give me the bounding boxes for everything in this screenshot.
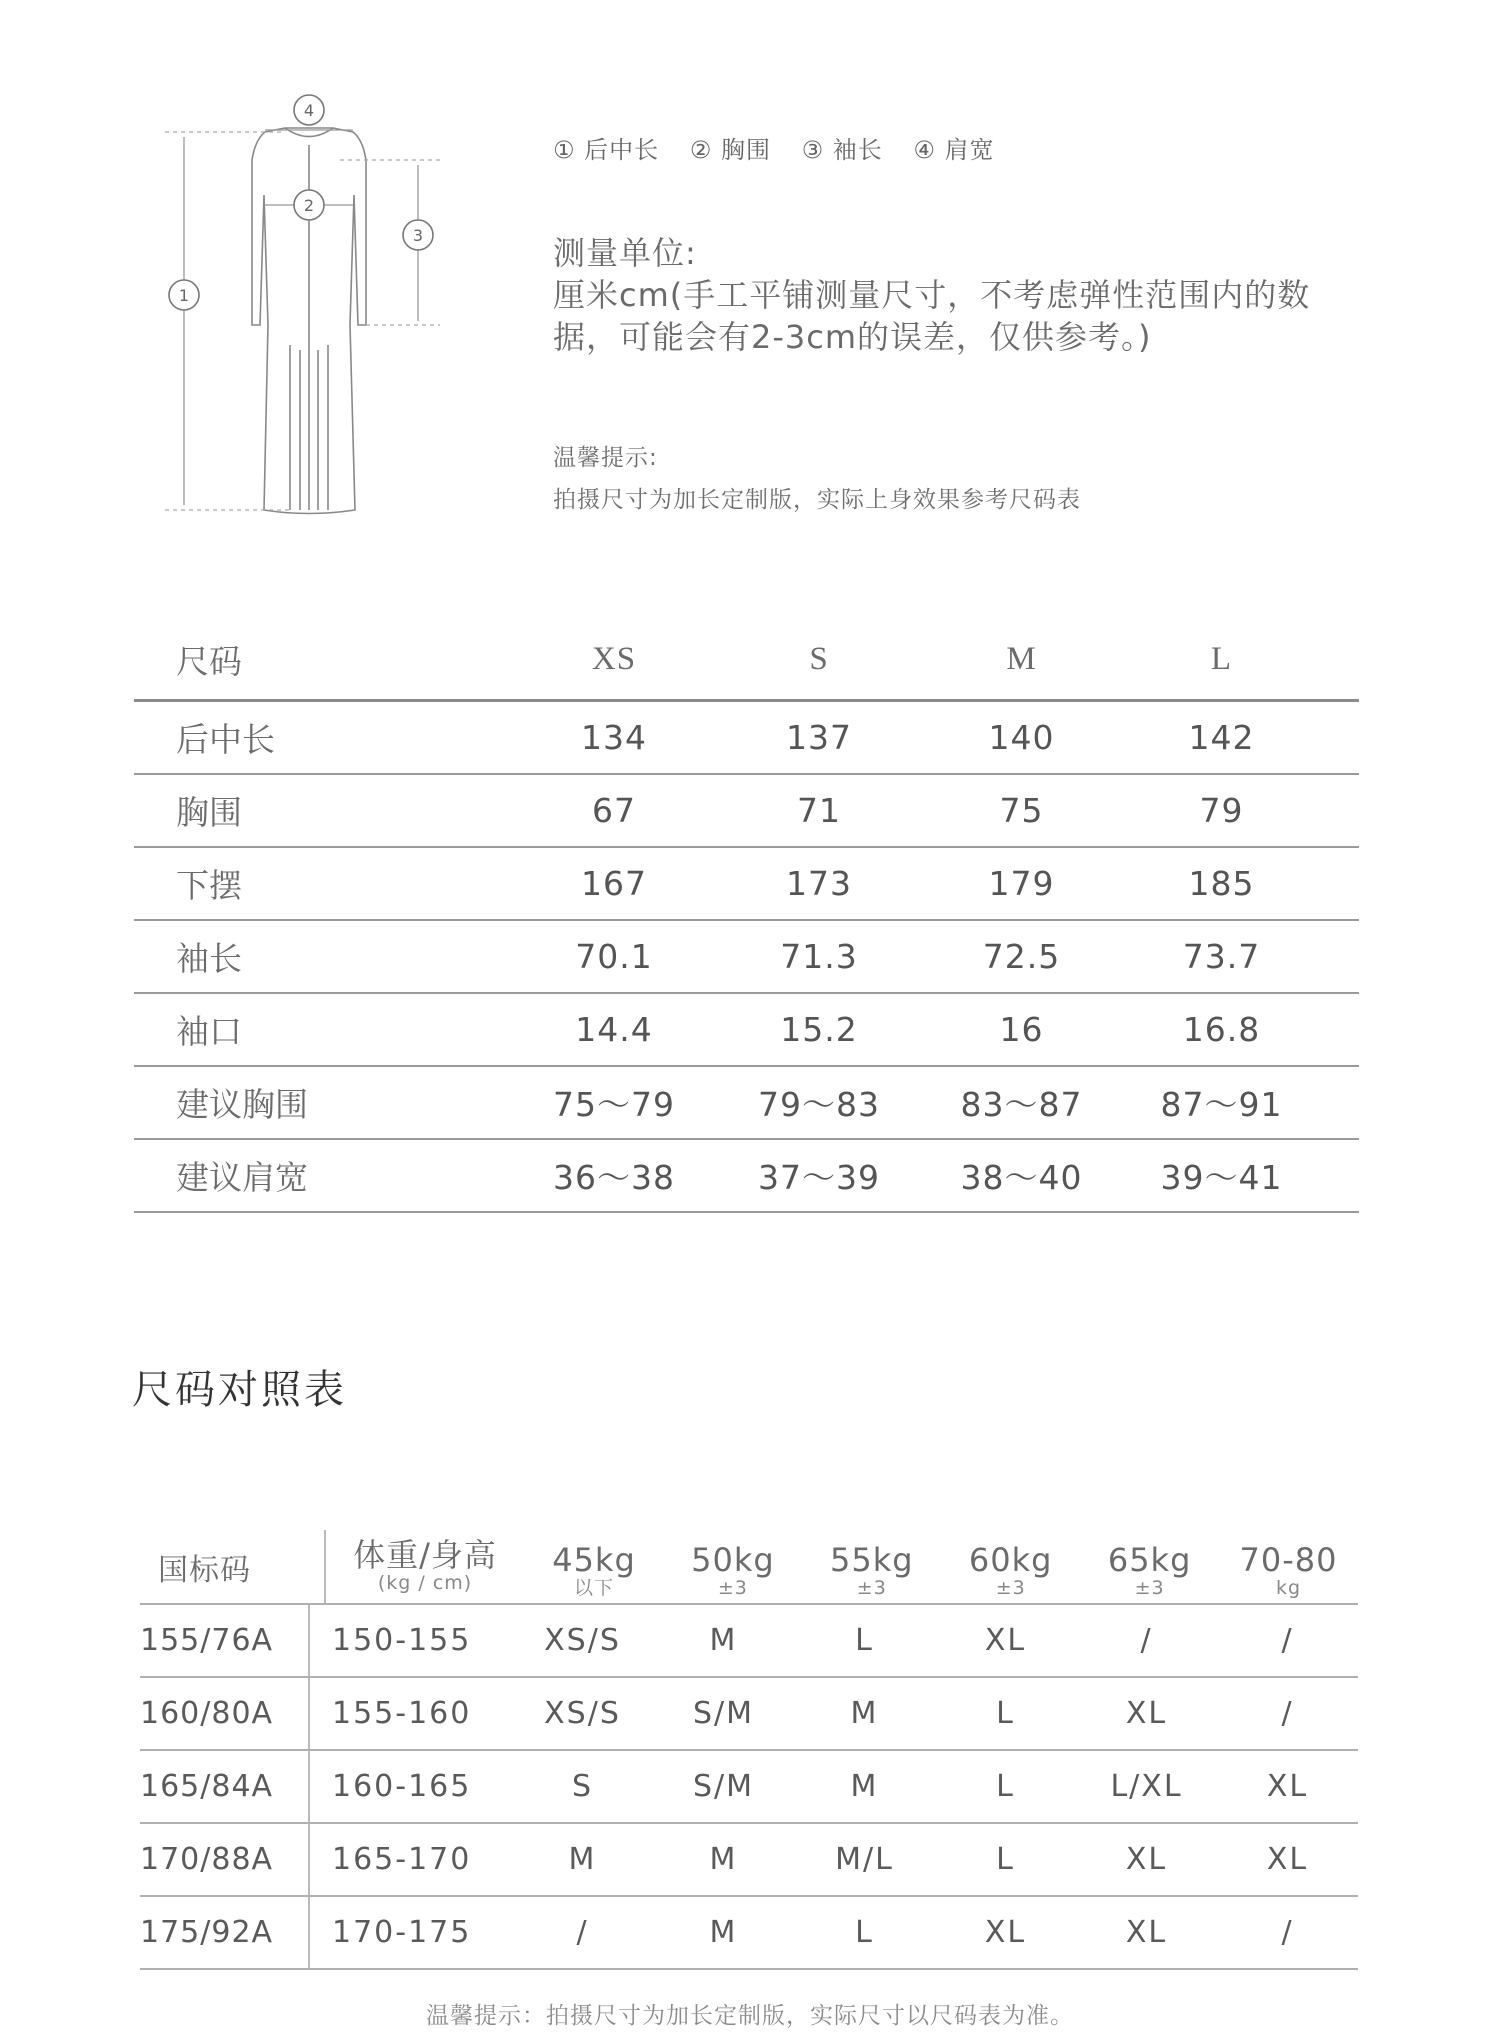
table-row: [134, 1067, 1359, 1140]
header-main: 45kg: [552, 1541, 636, 1579]
header-cell: [1219, 1543, 1358, 1603]
table-cell: 160-165: [308, 1751, 512, 1822]
header-sub: ±3: [856, 1577, 887, 1599]
header-cell: M: [1006, 640, 1037, 677]
table-cell: M: [709, 1915, 738, 1950]
tip-note: [553, 437, 1081, 521]
table-cell: 39～41: [1160, 1158, 1283, 1197]
table-cell: 87～91: [1160, 1085, 1283, 1124]
table-cell: 36～38: [553, 1158, 675, 1197]
table-row: [134, 702, 1359, 775]
header-cell: S: [809, 640, 829, 677]
table-row: [140, 1678, 1358, 1751]
table-cell: 75～79: [553, 1085, 675, 1124]
table-cell: 179: [988, 864, 1055, 903]
header-sub: ±3: [717, 1577, 748, 1599]
row-label: 建议肩宽: [176, 1158, 308, 1197]
header-cell: XS: [591, 640, 637, 677]
table-cell: 83～87: [960, 1085, 1083, 1124]
row-label: 下摆: [176, 866, 242, 905]
svg-text:4: 4: [303, 101, 315, 120]
measurement-legend: [553, 130, 1017, 165]
table-cell: 140: [988, 718, 1055, 757]
table-row: [134, 775, 1359, 848]
legend-item: ④ 肩宽: [913, 136, 995, 164]
table-row: [134, 994, 1359, 1067]
section-title: 尺码对照表: [132, 1367, 347, 1413]
table-cell: /: [1281, 1696, 1294, 1731]
header-main: 70-80: [1239, 1541, 1338, 1579]
table-cell: 73.7: [1182, 937, 1261, 976]
table-cell: 70.1: [575, 937, 653, 976]
dress-outline-icon: [140, 85, 460, 525]
header-main: 50kg: [691, 1541, 775, 1579]
table-cell: L/XL: [1110, 1769, 1183, 1804]
legend-item: ① 后中长: [553, 136, 660, 164]
header-sub: ±3: [995, 1577, 1026, 1599]
table-cell: 75: [999, 791, 1044, 830]
table-cell: 185: [1188, 864, 1255, 903]
table-cell: 155-160: [308, 1678, 512, 1749]
table-row: [140, 1751, 1358, 1824]
row-label: 建议胸围: [176, 1085, 308, 1124]
table-cell: 160/80A: [140, 1696, 274, 1731]
table-cell: M: [709, 1842, 738, 1877]
header-main: 65kg: [1107, 1541, 1192, 1579]
table-cell: M: [850, 1769, 879, 1804]
table-cell: L: [855, 1915, 874, 1950]
table-cell: XL: [1125, 1915, 1168, 1950]
row-label: 袖口: [176, 1012, 242, 1051]
header-cell: [941, 1543, 1080, 1603]
table-cell: L: [996, 1842, 1015, 1877]
dress-measurement-diagram: [140, 85, 460, 525]
size-table-header: [134, 619, 1359, 702]
svg-text:3: 3: [412, 226, 424, 245]
table-cell: L: [996, 1696, 1015, 1731]
table-cell: 72.5: [982, 937, 1061, 976]
svg-text:2: 2: [303, 196, 315, 215]
table-row: [140, 1897, 1358, 1970]
table-cell: XL: [1266, 1842, 1309, 1877]
table-cell: 134: [581, 718, 647, 757]
table-cell: 175/92A: [140, 1915, 274, 1950]
footnote: 温馨提示：拍摄尺寸为加长定制版，实际尺寸以尺码表为准。: [426, 2003, 1074, 2029]
table-cell: XL: [1125, 1842, 1168, 1877]
table-cell: M: [568, 1842, 597, 1877]
unit-text: 厘米cm(手工平铺测量尺寸，不考虑弹性范围内的数据，可能会有2-3cm的误差，仅供参考。): [553, 276, 1311, 356]
table-cell: 173: [786, 864, 852, 903]
table-cell: M: [709, 1623, 738, 1658]
table-cell: XS/S: [544, 1696, 621, 1731]
table-cell: M: [850, 1696, 879, 1731]
table-cell: 165-170: [308, 1824, 512, 1895]
table-cell: /: [1281, 1915, 1294, 1950]
header-sub: ±3: [1134, 1577, 1165, 1599]
header-cell: [324, 1530, 525, 1603]
header-main: 55kg: [830, 1541, 914, 1579]
table-cell: 67: [592, 791, 636, 830]
table-cell: 16.8: [1182, 1010, 1261, 1049]
table-cell: S/M: [692, 1696, 755, 1731]
header-cell: [525, 1543, 664, 1603]
legend-item: ③ 袖长: [801, 136, 883, 164]
table-cell: 170-175: [308, 1897, 512, 1968]
table-cell: /: [1140, 1623, 1153, 1658]
svg-text:1: 1: [178, 286, 190, 305]
table-cell: 16: [999, 1010, 1044, 1049]
table-cell: XS/S: [544, 1623, 621, 1658]
table-cell: 165/84A: [140, 1769, 274, 1804]
table-cell: 155/76A: [140, 1623, 274, 1658]
table-cell: L: [855, 1623, 874, 1658]
table-cell: M/L: [835, 1842, 894, 1877]
header-cell: [1080, 1543, 1219, 1603]
table-cell: 170/88A: [140, 1842, 274, 1877]
table-row: [134, 921, 1359, 994]
table-cell: 71: [797, 791, 841, 830]
table-cell: /: [1281, 1623, 1294, 1658]
header-main: 体重/身高: [353, 1536, 497, 1574]
table-cell: XL: [984, 1623, 1027, 1658]
conversion-header: [140, 1530, 1358, 1605]
header-sub: (kg / cm): [377, 1572, 473, 1594]
table-cell: 37～39: [758, 1158, 880, 1197]
table-cell: /: [576, 1915, 589, 1950]
table-cell: 79: [1199, 791, 1244, 830]
table-cell: XL: [984, 1915, 1027, 1950]
table-cell: 71.3: [780, 937, 858, 976]
header-sub: 以下: [573, 1577, 614, 1599]
table-row: [134, 848, 1359, 921]
table-row: [134, 1140, 1359, 1213]
table-cell: 38～40: [960, 1158, 1083, 1197]
row-label: 袖长: [176, 939, 242, 978]
table-cell: XL: [1266, 1769, 1309, 1804]
header-cell: [663, 1543, 802, 1603]
header-cell: [802, 1543, 941, 1603]
header-cell: 国标码: [158, 1552, 251, 1588]
row-label: 后中长: [176, 720, 275, 759]
table-cell: 79～83: [758, 1085, 880, 1124]
table-cell: 150-155: [308, 1605, 512, 1676]
header-cell: 尺码: [176, 641, 242, 681]
table-cell: 167: [581, 864, 647, 903]
tip-text: 拍摄尺寸为加长定制版，实际上身效果参考尺码表: [553, 487, 1081, 513]
table-cell: 14.4: [575, 1010, 653, 1049]
table-row: [140, 1824, 1358, 1897]
row-label: 胸围: [176, 793, 242, 832]
measurement-unit-note: [553, 232, 1353, 358]
header-main: 60kg: [968, 1541, 1053, 1579]
legend-item: ② 胸围: [689, 136, 771, 164]
unit-title: 测量单位:: [553, 234, 697, 272]
size-conversion-table: [140, 1530, 1358, 1970]
table-cell: S/M: [692, 1769, 755, 1804]
table-row: [140, 1605, 1358, 1678]
table-cell: 142: [1188, 718, 1255, 757]
header-cell: L: [1210, 640, 1233, 677]
size-table: [134, 619, 1359, 1213]
tip-title: 温馨提示:: [553, 445, 658, 471]
table-cell: L: [996, 1769, 1015, 1804]
table-cell: S: [571, 1769, 594, 1804]
table-cell: 15.2: [780, 1010, 858, 1049]
header-sub: kg: [1275, 1577, 1302, 1599]
table-cell: 137: [786, 718, 852, 757]
table-cell: XL: [1125, 1696, 1168, 1731]
